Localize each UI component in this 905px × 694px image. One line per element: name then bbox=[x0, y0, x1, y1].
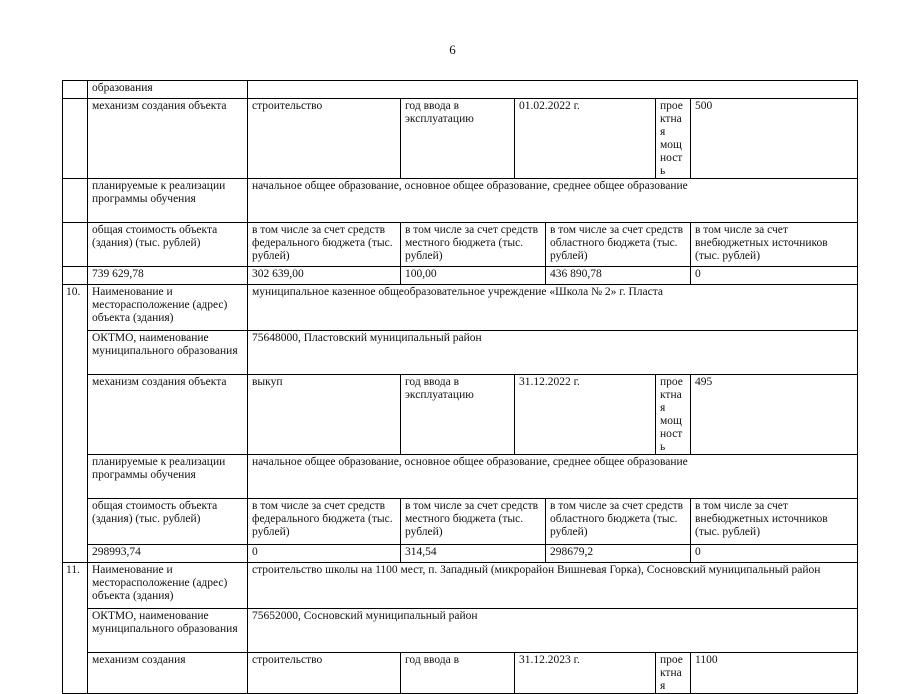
value-cell: 0 bbox=[691, 267, 858, 285]
value-cell: 314,54 bbox=[401, 545, 546, 563]
value-cell: начальное общее образование, основное общее образование, среднее общее образование bbox=[248, 179, 858, 223]
label-cell: ОКТМО, наименование муниципального образования bbox=[88, 331, 248, 375]
table-row bbox=[63, 545, 858, 563]
table-row bbox=[63, 455, 858, 499]
label-cell: проектная мощность bbox=[656, 375, 691, 455]
label-cell: год ввода в эксплуатацию bbox=[401, 375, 515, 455]
value-cell: начальное общее образование, основное общее образование, среднее общее образование bbox=[248, 455, 858, 499]
label-cell: в том числе за счет средств федерального бюджета (тыс. рублей) bbox=[248, 223, 401, 267]
label-cell: в том числе за счет средств местного бюджета (тыс. рублей) bbox=[401, 223, 546, 267]
data-table bbox=[62, 80, 858, 694]
value-cell: 1100 bbox=[691, 653, 858, 694]
label-cell: общая стоимость объекта (здания) (тыс. рублей) bbox=[88, 499, 248, 545]
table-row bbox=[63, 223, 858, 267]
value-cell: 75652000, Сосновский муниципальный район bbox=[248, 609, 858, 653]
value-cell: 0 bbox=[248, 545, 401, 563]
label-cell: год ввода в эксплуатацию bbox=[401, 99, 515, 179]
table-row bbox=[63, 563, 858, 609]
value-cell: 75648000, Пластовский муниципальный район bbox=[248, 331, 858, 375]
table-row bbox=[63, 267, 858, 285]
table-row bbox=[63, 375, 858, 455]
label-cell: проектная bbox=[656, 653, 691, 694]
label-cell: в том числе за счет средств федерального бюджета (тыс. рублей) bbox=[248, 499, 401, 545]
table-row bbox=[63, 331, 858, 375]
value-cell: 31.12.2023 г. bbox=[515, 653, 656, 694]
label-cell: общая стоимость объекта (здания) (тыс. рублей) bbox=[88, 223, 248, 267]
table-row bbox=[63, 179, 858, 223]
number-cell bbox=[63, 267, 88, 285]
value-cell: муниципальное казенное общеобразовательное учреждение «Школа № 2» г. Пласта bbox=[248, 285, 858, 331]
label-cell: механизм создания объекта bbox=[88, 375, 248, 455]
table-row bbox=[63, 99, 858, 179]
value-cell: 739 629,78 bbox=[88, 267, 248, 285]
label-cell: механизм создания bbox=[88, 653, 248, 694]
value-cell: 500 bbox=[691, 99, 858, 179]
value-cell: строительство школы на 1100 мест, п. Западный (микрорайон Вишневая Горка), Сосновский муниципальный район bbox=[248, 563, 858, 609]
value-cell: 298993,74 bbox=[88, 545, 248, 563]
value-cell: 01.02.2022 г. bbox=[515, 99, 656, 179]
label-cell: ОКТМО, наименование муниципального образования bbox=[88, 609, 248, 653]
table-row bbox=[63, 81, 858, 99]
value-cell: 298679,2 bbox=[546, 545, 691, 563]
label-cell: в том числе за счет внебюджетных источников (тыс. рублей) bbox=[691, 223, 858, 267]
value-cell bbox=[248, 81, 858, 99]
table-row bbox=[63, 285, 858, 331]
label-cell: Наименование и месторасположение (адрес) объекта (здания) bbox=[88, 563, 248, 609]
number-cell bbox=[63, 223, 88, 267]
label-cell: в том числе за счет средств областного бюджета (тыс. рублей) bbox=[546, 223, 691, 267]
value-cell: 495 bbox=[691, 375, 858, 455]
number-cell bbox=[63, 81, 88, 99]
value-cell: 302 639,00 bbox=[248, 267, 401, 285]
value-cell: 31.12.2022 г. bbox=[515, 375, 656, 455]
label-cell: проектная мощность bbox=[656, 99, 691, 179]
page-number: 6 bbox=[449, 42, 456, 57]
label-cell: в том числе за счет средств местного бюджета (тыс. рублей) bbox=[401, 499, 546, 545]
value-cell: выкуп bbox=[248, 375, 401, 455]
number-cell bbox=[63, 179, 88, 223]
label-cell: механизм создания объекта bbox=[88, 99, 248, 179]
entry-number: 11. bbox=[63, 563, 88, 694]
value-cell: строительство bbox=[248, 653, 401, 694]
value-cell: 436 890,78 bbox=[546, 267, 691, 285]
label-cell: Наименование и месторасположение (адрес) объекта (здания) bbox=[88, 285, 248, 331]
table-row bbox=[63, 609, 858, 653]
label-cell: в том числе за счет средств областного бюджета (тыс. рублей) bbox=[546, 499, 691, 545]
label-cell: образования bbox=[88, 81, 248, 99]
table-row bbox=[63, 653, 858, 694]
value-cell: 100,00 bbox=[401, 267, 546, 285]
entry-number: 10. bbox=[63, 285, 88, 563]
value-cell: строительство bbox=[248, 99, 401, 179]
label-cell: планируемые к реализации программы обучения bbox=[88, 455, 248, 499]
label-cell: планируемые к реализации программы обучения bbox=[88, 179, 248, 223]
number-cell bbox=[63, 99, 88, 179]
label-cell: в том числе за счет внебюджетных источников (тыс. рублей) bbox=[691, 499, 858, 545]
value-cell: 0 bbox=[691, 545, 858, 563]
label-cell: год ввода в bbox=[401, 653, 515, 694]
table-row bbox=[63, 499, 858, 545]
